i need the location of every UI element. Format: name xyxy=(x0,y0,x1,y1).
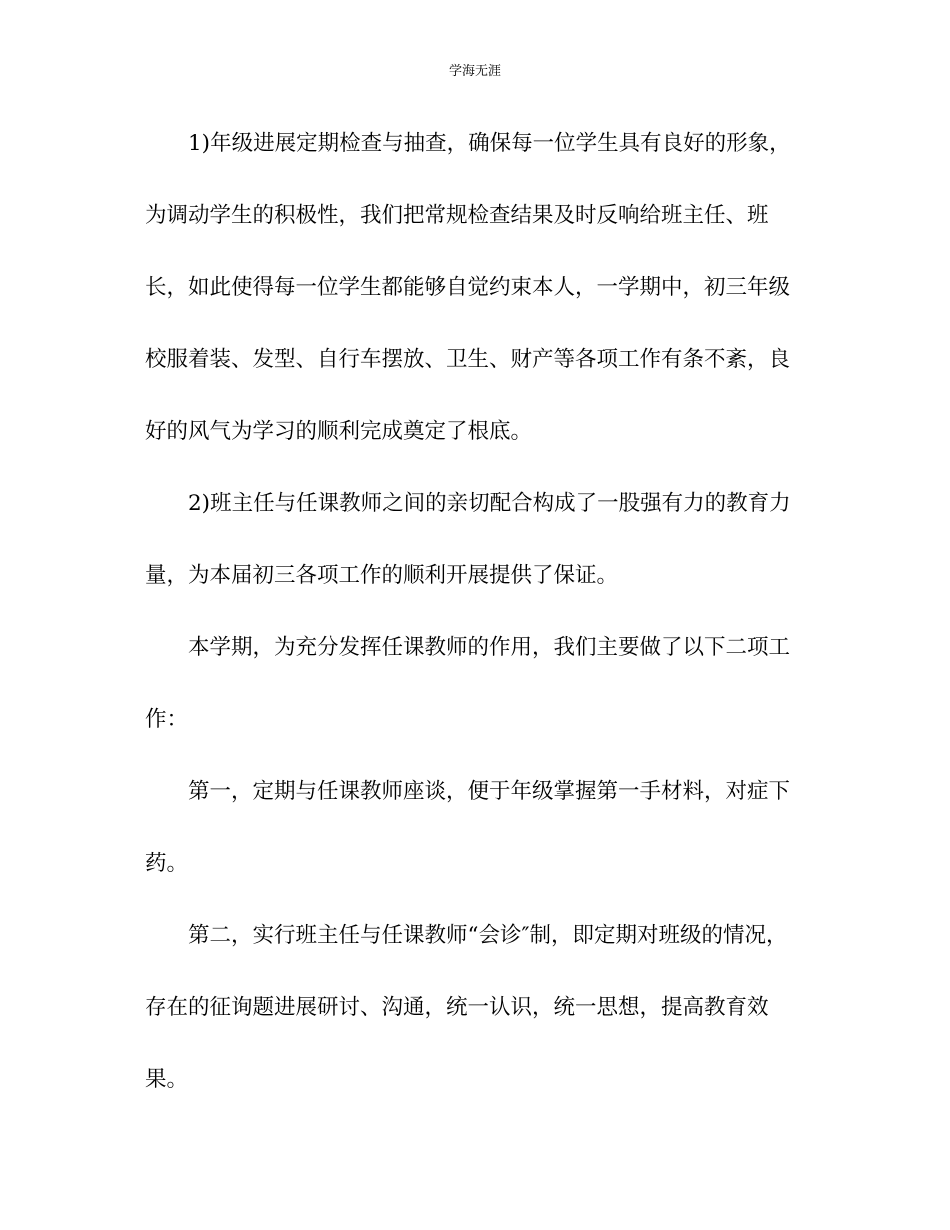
paragraph-line: 1)年级进展定期检查与抽查，确保每一位学生具有良好的形象， xyxy=(188,131,791,156)
page-header: 学海无涯 xyxy=(448,64,501,79)
document-body xyxy=(145,112,800,1120)
paragraph-line: 第一，定期与任课教师座谈，便于年级掌握第一手材料，对症下 xyxy=(188,779,791,804)
paragraph-line: 量，为本届初三各项工作的顺利开展提供了保证。 xyxy=(145,563,619,588)
paragraph-line: 存在的征询题进展研讨、沟通，统一认识，统一思想，提高教育效 xyxy=(145,995,769,1020)
paragraph-line: 校服着装、发型、自行车摆放、卫生、财产等各项工作有条不紊，良 xyxy=(145,347,791,372)
paragraph-line: 2)班主任与任课教师之间的亲切配合构成了一股强有力的教育力 xyxy=(188,491,791,516)
paragraph-line: 作： xyxy=(145,707,189,732)
paragraph-line: 本学期，为充分发挥任课教师的作用，我们主要做了以下二项工 xyxy=(188,635,791,660)
paragraph-line: 药。 xyxy=(145,851,189,876)
paragraph-line: 好的风气为学习的顺利完成奠定了根底。 xyxy=(145,419,533,444)
paragraph-line: 为调动学生的积极性，我们把常规检查结果及时反响给班主任、班 xyxy=(145,203,769,228)
paragraph-line: 第二，实行班主任与任课教师“会诊″制，即定期对班级的情况， xyxy=(188,923,788,948)
paragraph-line: 果。 xyxy=(145,1067,189,1092)
paragraph-line: 长，如此使得每一位学生都能够自觉约束本人，一学期中，初三年级 xyxy=(145,275,791,300)
